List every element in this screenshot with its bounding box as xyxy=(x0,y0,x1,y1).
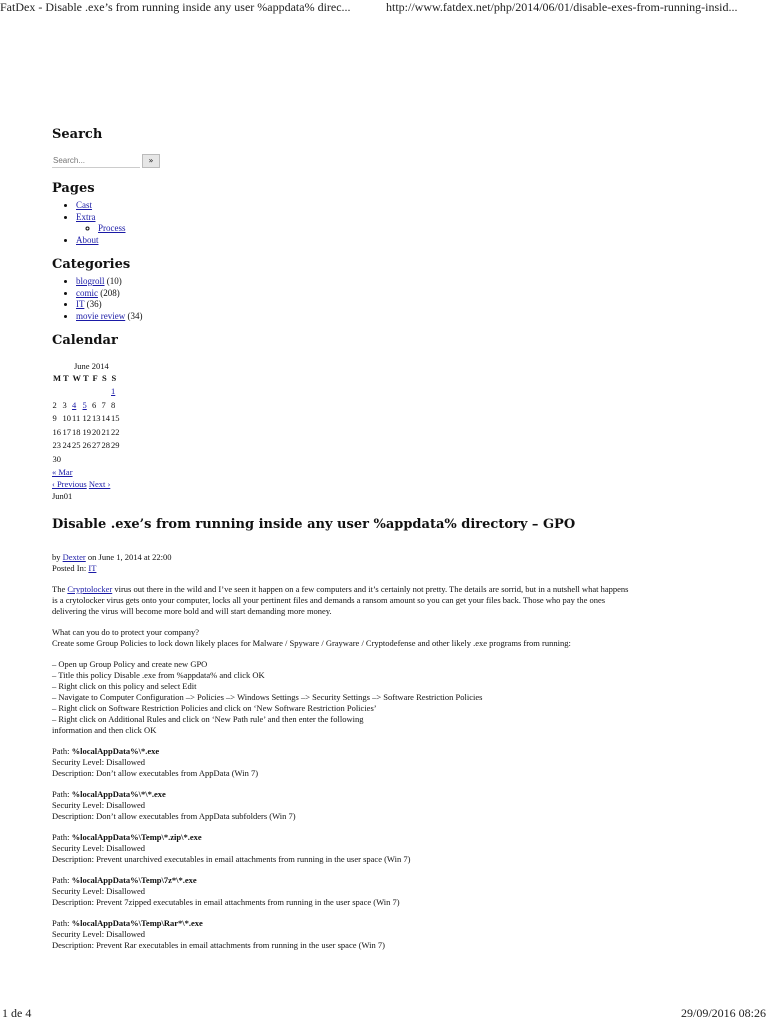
calendar-widget xyxy=(52,332,752,502)
category-item xyxy=(76,299,752,311)
calendar-day: 20 xyxy=(92,426,101,437)
intro-text: virus out there in the wild and I’ve seen it happen on a few computers and it’s certainly not pretty. The details are sorrid, but in a nutshell what happens xyxy=(114,584,629,594)
calendar-weekday: F xyxy=(92,373,98,383)
calendar-widget-title: Calendar xyxy=(52,333,118,348)
article-question xyxy=(52,627,752,649)
calendar-day: 17 xyxy=(62,426,72,437)
path-value: %localAppData%\*\*.exe xyxy=(71,789,166,799)
pages-list xyxy=(52,200,752,246)
search-input[interactable] xyxy=(52,155,140,168)
post-navigation xyxy=(52,478,752,490)
calendar-day xyxy=(72,453,83,467)
calendar-day: 9 xyxy=(52,413,57,423)
path-label: Path: xyxy=(52,746,70,756)
calendar-day: 12 xyxy=(82,413,92,423)
path-label: Path: xyxy=(52,875,70,885)
category-link[interactable]: comic xyxy=(76,287,98,298)
categories-list xyxy=(52,276,752,322)
calendar xyxy=(52,360,752,502)
security-level: Security Level: Disallowed xyxy=(52,757,146,767)
previous-post-link[interactable]: ‹ Previous xyxy=(52,479,87,489)
byline-by: by xyxy=(52,552,61,562)
rule-description: Description: Prevent unarchived executables in email attachments from running in the user space (Win 7) xyxy=(52,854,411,864)
page-item xyxy=(98,223,752,235)
calendar-prev-month-link[interactable]: « Mar xyxy=(52,467,73,477)
calendar-day: 15 xyxy=(111,413,120,423)
calendar-day xyxy=(82,399,92,413)
calendar-week-row xyxy=(52,412,120,426)
calendar-day: 30 xyxy=(52,453,61,464)
calendar-day xyxy=(72,385,83,399)
path-value: %localAppData%\Temp\7z*\*.exe xyxy=(71,875,197,885)
calendar-week-row xyxy=(52,453,120,467)
category-item xyxy=(76,288,752,300)
calendar-day: 25 xyxy=(72,440,81,450)
calendar-day: 21 xyxy=(101,426,111,437)
security-level: Security Level: Disallowed xyxy=(52,843,146,853)
calendar-day: 29 xyxy=(111,440,120,450)
page-item xyxy=(76,200,752,212)
calendar-day: 27 xyxy=(92,440,101,450)
path-value: %localAppData%\*.exe xyxy=(71,746,160,756)
next-post-link[interactable]: Next › xyxy=(88,479,111,489)
cryptolocker-link[interactable]: Cryptolocker xyxy=(67,584,113,594)
pages-sublist xyxy=(76,223,752,235)
print-header-title: FatDex - Disable .exe’s from running inside any user %appdata% direc... xyxy=(0,0,351,14)
category-count: (36) xyxy=(86,299,102,309)
rule-description: Description: Prevent 7zipped executables in email attachments from running in the user space (Win 7) xyxy=(52,897,400,907)
calendar-day: 26 xyxy=(82,440,92,450)
calendar-day xyxy=(92,385,102,399)
step-text: – Open up Group Policy and create new GPO xyxy=(52,659,208,669)
page-link-process[interactable]: Process xyxy=(98,223,126,233)
calendar-day-link[interactable]: 5 xyxy=(82,399,87,410)
rule-description: Description: Don’t allow executables from AppData subfolders (Win 7) xyxy=(52,811,296,821)
calendar-weekday: M xyxy=(53,373,62,383)
step-text: – Navigate to Computer Configuration –> Policies –> Windows Settings –> Security Settings –> Software Restriction Policies xyxy=(52,692,483,702)
intro-text: is a crytolocker virus gets onto your computer, locks all your pertinent files and demands a ransom amount so you can get your files back. Those who pay the ones xyxy=(52,595,606,605)
page-item xyxy=(76,235,752,247)
calendar-week-row xyxy=(52,426,120,440)
category-link[interactable]: movie review xyxy=(76,310,126,321)
print-footer xyxy=(0,1006,768,1022)
calendar-week-row xyxy=(52,385,120,399)
search-widget-title: Search xyxy=(52,127,103,142)
calendar-day: 18 xyxy=(72,426,81,437)
path-label: Path: xyxy=(52,918,70,928)
path-value: %localAppData%\Temp\Rar*\*.exe xyxy=(71,918,203,928)
calendar-day xyxy=(82,453,92,467)
calendar-day xyxy=(72,399,83,413)
calendar-day xyxy=(82,385,92,399)
categories-widget-title: Categories xyxy=(52,257,131,272)
intro-text: The xyxy=(52,584,66,594)
category-item xyxy=(76,276,752,288)
calendar-day: 24 xyxy=(62,440,72,450)
search-form xyxy=(52,154,752,168)
pages-widget xyxy=(52,180,752,246)
calendar-day: 8 xyxy=(111,399,116,410)
calendar-weekday: W xyxy=(72,373,82,383)
post-date-label: Jun01 xyxy=(52,491,73,501)
calendar-day: 11 xyxy=(72,413,81,423)
calendar-weekday: T xyxy=(63,373,69,383)
posted-in-link[interactable]: IT xyxy=(88,563,97,573)
calendar-day: 13 xyxy=(92,413,101,423)
path-label: Path: xyxy=(52,832,70,842)
page-item xyxy=(76,212,752,235)
calendar-day: 23 xyxy=(52,440,61,450)
article-title: Disable .exe’s from running inside any user %appdata% directory – GPO xyxy=(52,517,576,532)
rule-description: Description: Prevent Rar executables in email attachments from running in the user space (Win 7) xyxy=(52,940,385,950)
calendar-day: 14 xyxy=(101,413,111,423)
calendar-table xyxy=(52,372,120,466)
question-text: What can you do to protect your company? xyxy=(52,627,200,637)
path-rule xyxy=(52,832,752,865)
calendar-caption: June 2014 xyxy=(74,361,109,371)
calendar-day xyxy=(111,385,121,399)
security-level: Security Level: Disallowed xyxy=(52,800,146,810)
page-link-cast[interactable]: Cast xyxy=(76,200,93,210)
page-link-extra[interactable]: Extra xyxy=(76,211,96,222)
step-text: – Title this policy Disable .exe from %appdata% and click OK xyxy=(52,670,265,680)
path-rule xyxy=(52,789,752,822)
calendar-weekday: S xyxy=(102,373,107,383)
categories-widget xyxy=(52,256,752,322)
print-header xyxy=(0,0,768,16)
category-item xyxy=(76,311,752,323)
calendar-weekday: S xyxy=(111,373,117,383)
rule-description: Description: Don’t allow executables from AppData (Win 7) xyxy=(52,768,259,778)
article-byline xyxy=(52,552,752,563)
path-label: Path: xyxy=(52,789,70,799)
print-page-number: 1 de 4 xyxy=(2,1006,32,1020)
calendar-day xyxy=(52,385,62,399)
print-header-url: http://www.fatdex.net/php/2014/06/01/disable-exes-from-running-insid... xyxy=(386,0,738,14)
calendar-day: 2 xyxy=(52,399,57,410)
step-text: – Right click on this policy and select Edit xyxy=(52,681,197,691)
category-count: (34) xyxy=(127,310,143,321)
calendar-day: 28 xyxy=(101,440,111,450)
byline-date: on June 1, 2014 at 22:00 xyxy=(87,552,172,562)
security-level: Security Level: Disallowed xyxy=(52,929,146,939)
path-value: %localAppData%\Temp\*.zip\*.exe xyxy=(71,832,202,842)
calendar-day: 16 xyxy=(52,426,61,437)
question-text: Create some Group Policies to lock down likely places for Malware / Spyware / Grayware / Cryptodefense and other likely .exe programs from running: xyxy=(52,638,571,648)
calendar-day xyxy=(62,453,72,467)
calendar-prev-month xyxy=(52,466,752,478)
article-intro xyxy=(52,584,752,617)
intro-text: delivering the virus will become more bold and will start demanding more money. xyxy=(52,606,332,616)
page-content xyxy=(52,126,752,951)
posted-in-label: Posted In: xyxy=(52,563,87,573)
search-submit-button[interactable]: » xyxy=(142,154,160,168)
step-text: – Right click on Software Restriction Policies and click on ‘New Software Restriction Policies’ xyxy=(52,703,377,713)
author-link[interactable]: Dexter xyxy=(62,552,86,562)
category-count: (208) xyxy=(100,287,120,298)
calendar-week-row xyxy=(52,439,120,453)
calendar-week-row xyxy=(52,399,120,413)
calendar-day xyxy=(101,453,111,467)
calendar-day: 19 xyxy=(82,426,92,437)
category-count: (10) xyxy=(106,276,122,286)
calendar-day-link[interactable]: 4 xyxy=(72,399,77,410)
step-text: information and then click OK xyxy=(52,725,157,735)
article-category-line xyxy=(52,563,752,574)
calendar-weekday: T xyxy=(83,373,89,383)
page-link-about[interactable]: About xyxy=(76,234,99,245)
calendar-day: 22 xyxy=(111,426,120,437)
calendar-day xyxy=(101,385,111,399)
path-rule xyxy=(52,875,752,908)
step-text: – Right click on Additional Rules and click on ‘New Path rule’ and then enter the following xyxy=(52,714,364,724)
article xyxy=(52,516,752,951)
calendar-day xyxy=(92,453,102,467)
calendar-day-link[interactable]: 1 xyxy=(111,386,116,396)
pages-widget-title: Pages xyxy=(52,181,95,196)
print-datetime: 29/09/2016 08:26 xyxy=(680,1006,766,1020)
calendar-day: 10 xyxy=(62,413,72,423)
category-link[interactable]: IT xyxy=(76,299,85,309)
calendar-day: 6 xyxy=(92,399,97,410)
calendar-day xyxy=(111,453,121,467)
article-steps xyxy=(52,659,752,736)
calendar-day xyxy=(62,385,72,399)
calendar-weekday-row xyxy=(52,372,120,385)
security-level: Security Level: Disallowed xyxy=(52,886,146,896)
path-rule xyxy=(52,918,752,951)
category-link[interactable]: blogroll xyxy=(76,276,105,286)
calendar-day: 3 xyxy=(62,399,67,410)
path-rule xyxy=(52,746,752,779)
calendar-day: 7 xyxy=(101,399,106,410)
search-widget xyxy=(52,126,752,168)
